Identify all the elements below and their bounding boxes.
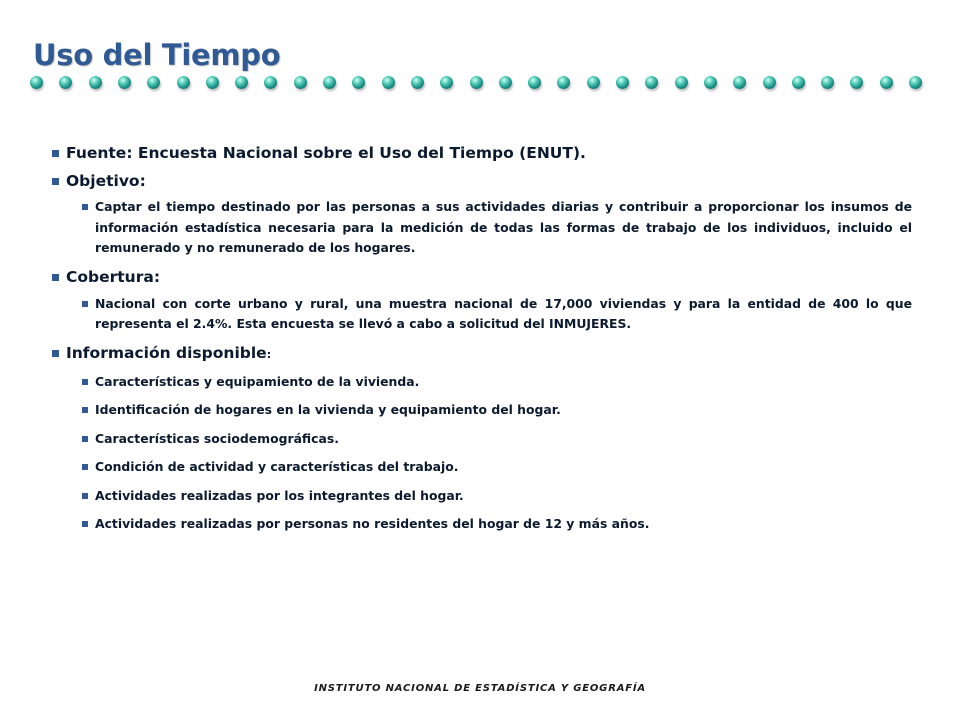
decorative-dot — [59, 76, 72, 89]
square-bullet-icon — [82, 436, 88, 442]
square-bullet-icon — [82, 407, 88, 413]
list-item-text: Identificación de hogares en la vivienda y equipamiento del hogar. — [95, 402, 561, 417]
slide-content — [52, 142, 912, 543]
bullet-fuente — [52, 142, 912, 164]
decorative-dot — [733, 76, 746, 89]
decorative-dot — [763, 76, 776, 89]
decorative-dot — [557, 76, 570, 89]
decorative-dot — [587, 76, 600, 89]
decorative-dot — [382, 76, 395, 89]
decorative-dot — [323, 76, 336, 89]
decorative-dot-row — [30, 76, 940, 96]
square-bullet-icon — [82, 204, 88, 210]
decorative-dot — [792, 76, 805, 89]
cobertura-text: Nacional con corte urbano y rural, una muestra nacional de 17,000 viviendas y para la entidad de 400 lo que representa el 2.4%. Esta encuesta se llevó a cabo a solicitud del INMUJERES. — [95, 295, 912, 331]
decorative-dot — [440, 76, 453, 89]
decorative-dot — [30, 76, 43, 89]
footer-institution: INSTITUTO NACIONAL DE ESTADÍSTICA Y GEOGRAFÍA — [314, 683, 646, 694]
square-bullet-icon — [52, 350, 59, 357]
objetivo-heading: Objetivo: — [66, 172, 146, 190]
square-bullet-icon — [82, 379, 88, 385]
cobertura-heading: Cobertura: — [66, 267, 161, 286]
square-bullet-icon — [82, 464, 88, 470]
bullet-objetivo — [52, 170, 912, 192]
decorative-dot — [645, 76, 658, 89]
decorative-dot — [909, 76, 922, 89]
square-bullet-icon — [52, 178, 59, 185]
informacion-colon: : — [266, 347, 272, 361]
decorative-dot — [880, 76, 893, 89]
decorative-dot — [118, 76, 131, 89]
decorative-dot — [499, 76, 512, 89]
list-item — [82, 429, 912, 450]
decorative-dot — [294, 76, 307, 89]
bullet-cobertura — [52, 266, 912, 288]
decorative-dot — [850, 76, 863, 89]
decorative-dot — [264, 76, 277, 89]
list-item — [82, 372, 912, 393]
decorative-dot — [147, 76, 160, 89]
bullet-informacion — [52, 342, 912, 366]
decorative-dot — [352, 76, 365, 89]
list-item — [82, 457, 912, 478]
list-item — [82, 486, 912, 507]
list-item — [82, 514, 912, 535]
objetivo-text: Captar el tiempo destinado por las personas a sus actividades diarias y contribuir a proporcionar los insumos de información estadística necesaria para la medición de todas las formas de trabajo de los individuos, incluido el remunerado y no remunerado de los hogares. — [95, 199, 912, 255]
square-bullet-icon — [82, 301, 88, 307]
decorative-dot — [411, 76, 424, 89]
list-item-text: Características sociodemográficas. — [95, 430, 339, 446]
square-bullet-icon — [82, 493, 88, 499]
decorative-dot — [206, 76, 219, 89]
square-bullet-icon — [52, 274, 59, 281]
list-item-text: Actividades realizadas por personas no residentes del hogar de 12 y más años. — [95, 516, 650, 531]
decorative-dot — [235, 76, 248, 89]
cobertura-description — [82, 294, 912, 335]
square-bullet-icon — [82, 521, 88, 527]
decorative-dot — [704, 76, 717, 89]
decorative-dot — [528, 76, 541, 89]
decorative-dot — [470, 76, 483, 89]
decorative-dot — [616, 76, 629, 89]
fuente-text: Fuente: Encuesta Nacional sobre el Uso del Tiempo (ENUT). — [66, 144, 586, 162]
decorative-dot — [675, 76, 688, 89]
decorative-dot — [89, 76, 102, 89]
objetivo-description — [82, 197, 912, 259]
list-item-text: Condición de actividad y características del trabajo. — [95, 459, 459, 474]
decorative-dot — [177, 76, 190, 89]
list-item-text: Actividades realizadas por los integrantes del hogar. — [95, 487, 464, 503]
slide-title: Uso del Tiempo — [33, 38, 281, 72]
decorative-dot — [821, 76, 834, 89]
list-item-text: Características y equipamiento de la vivienda. — [95, 373, 420, 389]
square-bullet-icon — [52, 150, 59, 157]
informacion-list — [52, 372, 912, 535]
list-item — [82, 400, 912, 421]
informacion-heading: Información disponible — [66, 343, 267, 362]
